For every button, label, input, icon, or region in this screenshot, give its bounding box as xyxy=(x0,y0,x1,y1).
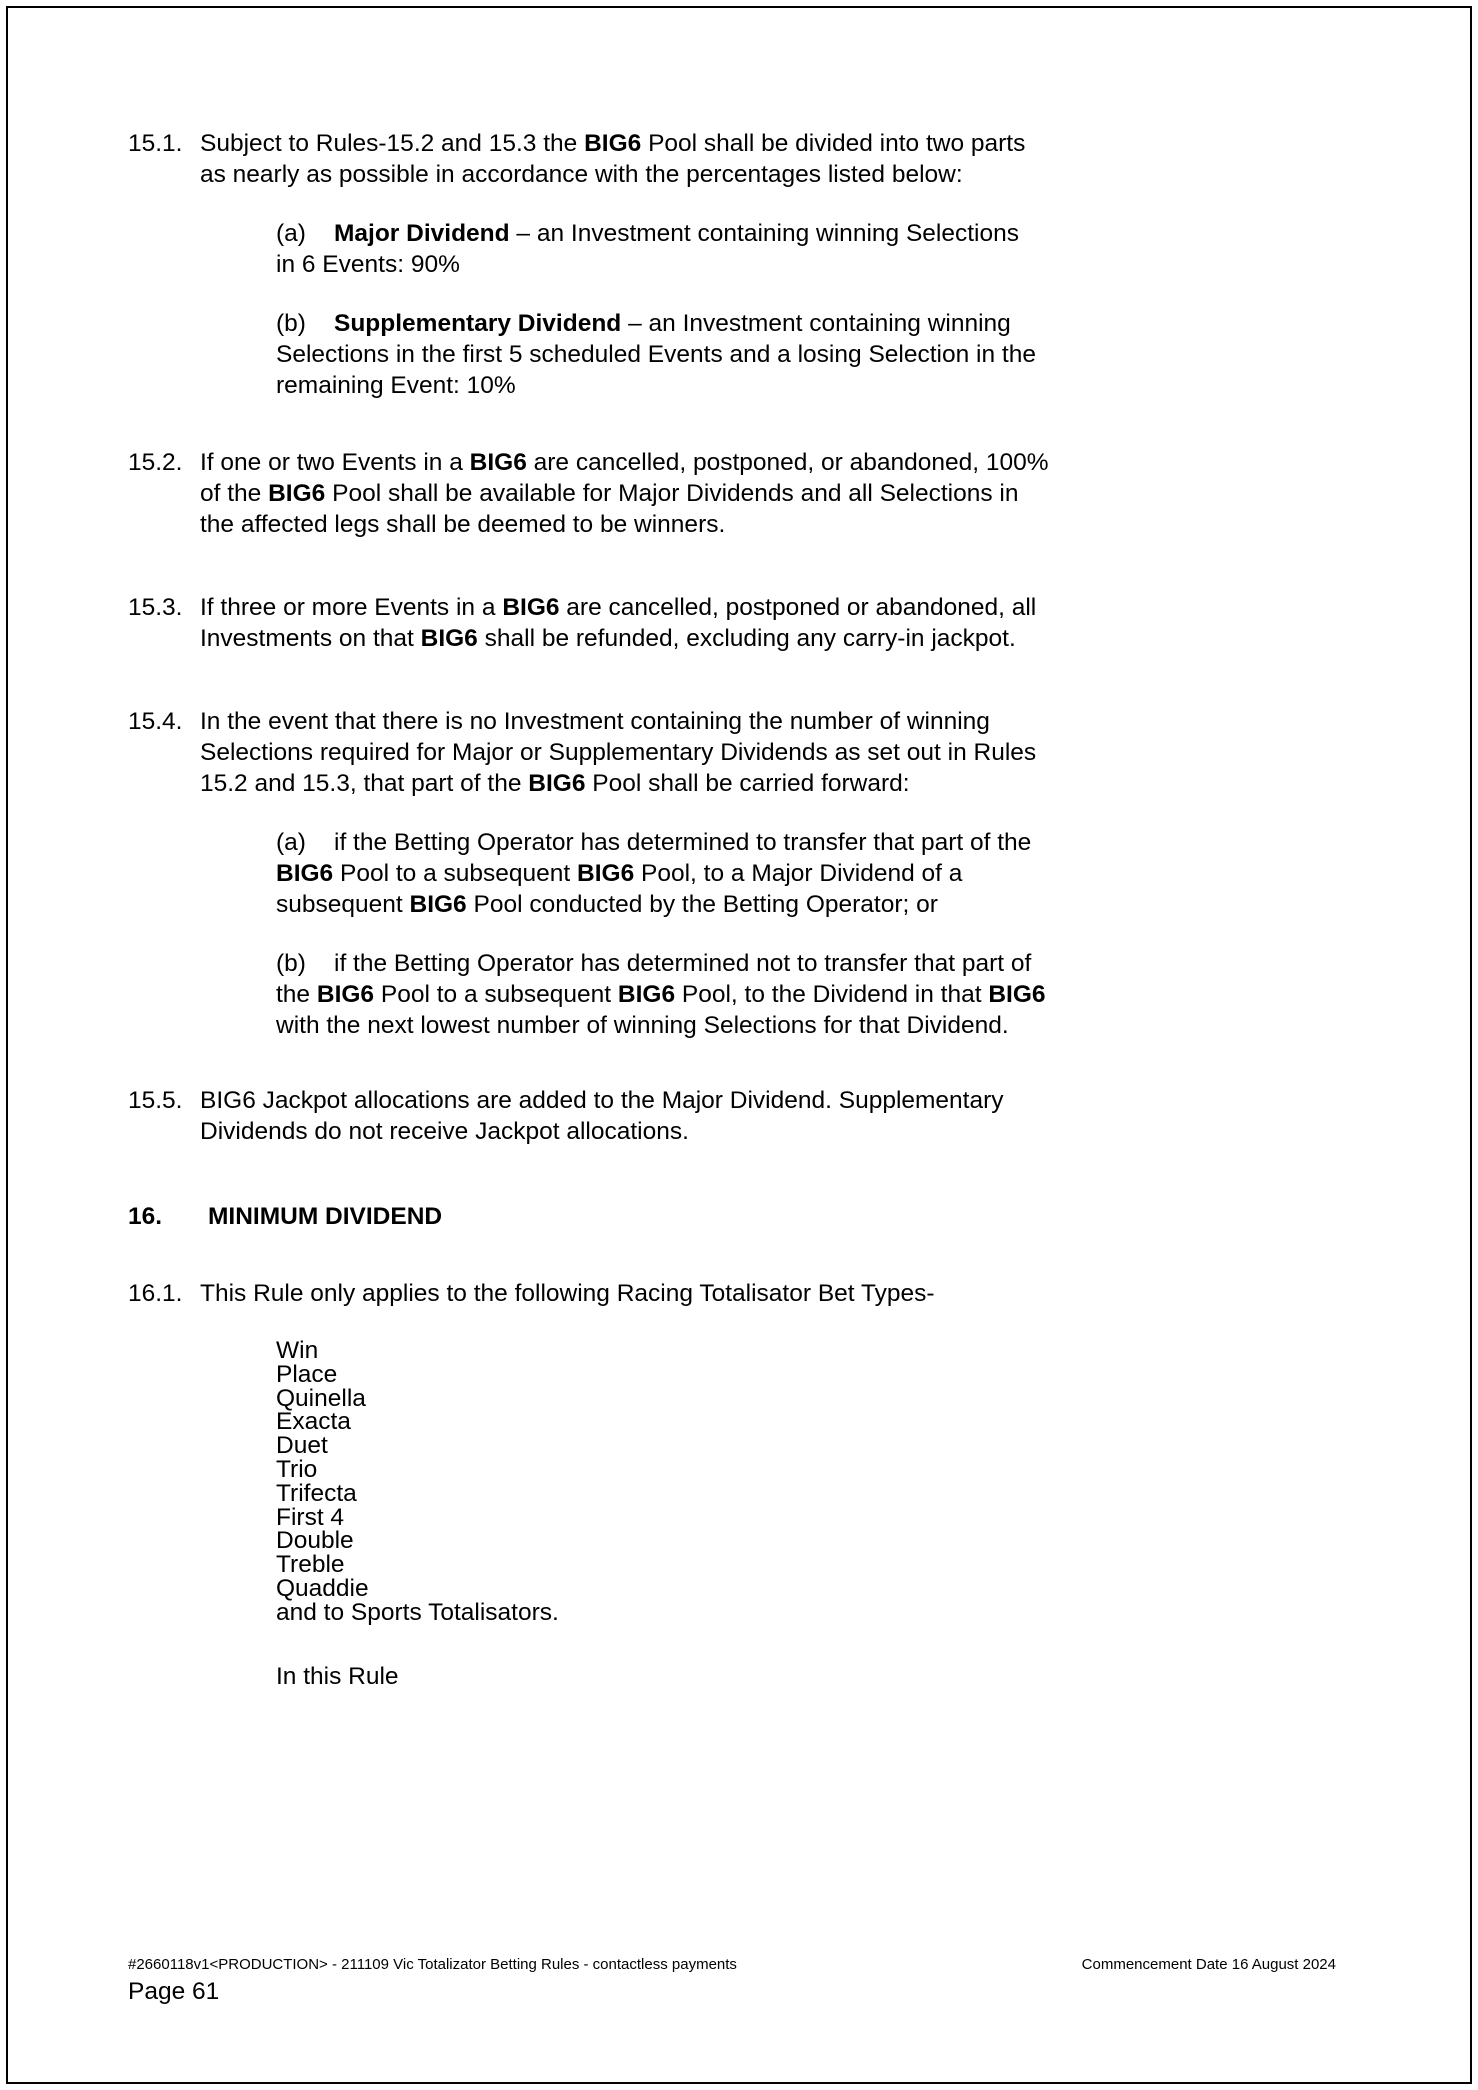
list-item: First 4 xyxy=(276,1503,345,1531)
text-segment: if the Betting Operator has determined to transfer that part of the xyxy=(334,829,1032,856)
section-title: MINIMUM DIVIDEND xyxy=(208,1203,443,1230)
section-16-heading xyxy=(128,1201,1350,1232)
list-item: Quinella xyxy=(276,1384,366,1412)
rule-number: 15.3. xyxy=(128,594,183,621)
rule-15-5 xyxy=(128,1085,1350,1147)
text-segment: Pool to a subsequent xyxy=(374,981,618,1008)
list-item: Trio xyxy=(276,1455,318,1483)
text-segment: If three or more Events in a xyxy=(200,594,503,621)
rule-16-1-paragraph: This Rule only applies to the following Racing Totalisator Bet Types- xyxy=(200,1280,935,1307)
list-item: Double xyxy=(276,1527,354,1555)
list-letter: (b) xyxy=(276,950,306,977)
page-number: Page 61 xyxy=(128,1978,220,2005)
bold-term: Supplementary Dividend xyxy=(334,310,622,337)
bet-types-tail: and to Sports Totalisators. xyxy=(276,1598,559,1626)
text-segment: Pool shall be divided into two parts as nearly as possible in accordance with the percentages listed below: xyxy=(200,130,1026,188)
text-segment: with the next lowest number of winning Selections for that Dividend. xyxy=(276,1012,1009,1039)
bold-term: BIG6 xyxy=(577,860,635,887)
rule-text xyxy=(200,128,1050,401)
rule-15-3-paragraph xyxy=(200,592,1050,654)
list-item: Trifecta xyxy=(276,1479,357,1507)
bold-term: BIG6 xyxy=(268,480,326,507)
bold-term: BIG6 xyxy=(617,981,676,1008)
rule-15-4-paragraph xyxy=(200,706,1090,799)
rule-15-1-paragraph xyxy=(200,128,1050,190)
text-segment: If one or two Events in a xyxy=(200,449,470,476)
list-letter: (a) xyxy=(276,220,306,247)
rule-15-1-sub-a xyxy=(276,218,1036,280)
rule-number: 15.5. xyxy=(128,1087,183,1114)
rule-15-4 xyxy=(128,706,1350,1041)
bet-types-list xyxy=(276,1339,1050,1625)
list-item: Treble xyxy=(276,1551,345,1579)
list-letter: (b) xyxy=(276,310,306,337)
list-item: Duet xyxy=(276,1432,328,1460)
text-segment: – an Investment containing winning Selections in 6 Events: 90% xyxy=(276,220,1019,278)
text-segment: shall be refunded, excluding any carry-in jackpot. xyxy=(477,625,1016,652)
page-content xyxy=(128,128,1350,1692)
rule-text xyxy=(200,706,1090,1041)
rule-15-4-sub-a xyxy=(276,827,1066,920)
rule-text xyxy=(200,1278,1050,1692)
list-item: Place xyxy=(276,1360,338,1388)
rule-15-3 xyxy=(128,592,1350,654)
rule-text xyxy=(200,1085,1100,1147)
bold-term: BIG6 xyxy=(584,130,642,157)
bold-term: BIG6 xyxy=(409,891,467,918)
rule-number: 15.4. xyxy=(128,708,183,735)
rule-15-2 xyxy=(128,447,1350,540)
rule-15-4-sub-b xyxy=(276,948,1066,1041)
footer-commencement-date: Commencement Date 16 August 2024 xyxy=(1081,1956,1336,1973)
text-segment: Pool shall be carried forward: xyxy=(585,770,910,797)
bold-term: BIG6 xyxy=(469,449,527,476)
footer-document-id: #2660118v1<PRODUCTION> - 211109 Vic Totalizator Betting Rules - contactless payments xyxy=(128,1956,737,1973)
bold-term: BIG6 xyxy=(502,594,560,621)
section-number: 16. xyxy=(128,1203,163,1230)
rule-text xyxy=(200,592,1050,654)
bold-term: BIG6 xyxy=(420,625,478,652)
text-segment: Pool, to a Major Dividend of a subsequent xyxy=(276,860,963,918)
text-segment: Pool to a subsequent xyxy=(333,860,578,887)
rule-15-5-paragraph: BIG6 Jackpot allocations are added to the Major Dividend. Supplementary Dividends do not receive Jackpot allocations. xyxy=(200,1087,1004,1145)
rule-number: 15.1. xyxy=(128,130,183,157)
in-this-rule-text: In this Rule xyxy=(276,1662,399,1690)
bold-term: BIG6 xyxy=(528,770,586,797)
list-item: Exacta xyxy=(276,1408,351,1436)
text-segment: Pool, to the Dividend in that xyxy=(675,981,989,1008)
text-segment: are cancelled, postponed, or abandoned, 100% of the xyxy=(200,449,1049,507)
footer-row xyxy=(128,1955,1350,1975)
rule-15-2-paragraph xyxy=(200,447,1050,540)
text-segment: are cancelled, postponed or abandoned, all Investments on that xyxy=(200,594,1037,652)
text-segment: Subject to Rules-15.2 and 15.3 the xyxy=(200,130,585,157)
text-segment: Pool shall be available for Major Dividends and all Selections in the affected legs shall be deemed to be winners. xyxy=(200,480,1019,538)
list-item: Win xyxy=(276,1337,319,1364)
rule-number: 16.1. xyxy=(128,1280,183,1307)
text-segment: In the event that there is no Investment containing the number of winning Selections required for Major or Supplementary Dividends as set out in Rules 15.2 and 15.3, that part of the xyxy=(200,708,1037,797)
rule-16-1 xyxy=(128,1278,1350,1692)
bold-term: Major Dividend xyxy=(334,220,510,247)
bold-term: BIG6 xyxy=(316,981,375,1008)
text-segment: – an Investment containing winning Selections in the first 5 scheduled Events and a losing Selection in the remaining Event: 10% xyxy=(276,310,1036,399)
list-item: Quaddie xyxy=(276,1574,369,1602)
rule-15-1-sub-b xyxy=(276,308,1036,401)
page-footer xyxy=(128,1955,1350,2007)
rule-15-1 xyxy=(128,128,1350,401)
list-letter: (a) xyxy=(276,829,306,856)
text-segment: Pool conducted by the Betting Operator; or xyxy=(466,891,938,918)
bold-term: BIG6 xyxy=(988,981,1046,1008)
text-segment: if the Betting Operator has determined not to transfer that part of the xyxy=(276,950,1032,1008)
bold-term: BIG6 xyxy=(276,860,334,887)
rule-text xyxy=(200,447,1050,540)
rule-number: 15.2. xyxy=(128,449,183,476)
